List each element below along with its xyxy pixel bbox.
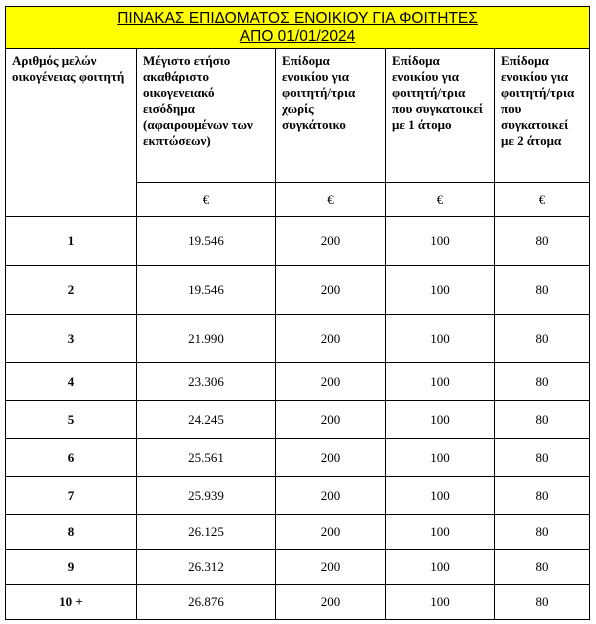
cell-allowance-with-1: 100	[386, 585, 495, 620]
cell-max-income: 25.561	[137, 439, 276, 477]
rent-allowance-document	[5, 6, 589, 620]
cell-allowance-with-2: 80	[495, 550, 590, 585]
cell-family-members: 1	[6, 217, 137, 266]
cell-allowance-alone: 200	[276, 363, 386, 401]
currency-alone: €	[276, 183, 386, 217]
cell-max-income: 19.546	[137, 266, 276, 315]
cell-allowance-with-1: 100	[386, 439, 495, 477]
cell-family-members: 7	[6, 477, 137, 515]
cell-allowance-with-1: 100	[386, 315, 495, 363]
table-row	[6, 401, 590, 439]
cell-allowance-with-2: 80	[495, 401, 590, 439]
cell-allowance-with-2: 80	[495, 515, 590, 550]
table-row	[6, 585, 590, 620]
cell-allowance-with-1: 100	[386, 477, 495, 515]
cell-family-members: 4	[6, 363, 137, 401]
cell-allowance-with-2: 80	[495, 585, 590, 620]
cell-allowance-with-1: 100	[386, 515, 495, 550]
cell-allowance-alone: 200	[276, 477, 386, 515]
table-row	[6, 315, 590, 363]
cell-max-income: 25.939	[137, 477, 276, 515]
cell-family-members: 2	[6, 266, 137, 315]
table-row	[6, 439, 590, 477]
title-line-2: ΑΠΟ 01/01/2024	[239, 27, 356, 45]
table-row	[6, 477, 590, 515]
table-title	[6, 7, 590, 49]
cell-max-income: 21.990	[137, 315, 276, 363]
cell-allowance-with-1: 100	[386, 363, 495, 401]
cell-family-members: 10 +	[6, 585, 137, 620]
cell-allowance-with-1: 100	[386, 401, 495, 439]
cell-allowance-with-1: 100	[386, 266, 495, 315]
cell-family-members: 9	[6, 550, 137, 585]
cell-allowance-alone: 200	[276, 515, 386, 550]
cell-allowance-alone: 200	[276, 585, 386, 620]
cell-allowance-with-2: 80	[495, 363, 590, 401]
table-row	[6, 266, 590, 315]
cell-max-income: 24.245	[137, 401, 276, 439]
header-allowance-with-1: Επίδομα ενοικίου για φοιτητή/τρια που συγκατοικεί με 1 άτομο	[386, 49, 495, 183]
cell-max-income: 23.306	[137, 363, 276, 401]
header-family-members: Αριθμός μελών οικογένειας φοιτητή	[6, 49, 137, 217]
table-row	[6, 363, 590, 401]
currency-income: €	[137, 183, 276, 217]
currency-with-1: €	[386, 183, 495, 217]
cell-allowance-alone: 200	[276, 550, 386, 585]
header-allowance-with-2: Επίδομα ενοικίου για φοιτητή/τρια που συγκατοικεί με 2 άτομα	[495, 49, 590, 183]
cell-allowance-alone: 200	[276, 315, 386, 363]
cell-allowance-with-1: 100	[386, 550, 495, 585]
cell-allowance-alone: 200	[276, 439, 386, 477]
cell-family-members: 8	[6, 515, 137, 550]
cell-family-members: 5	[6, 401, 137, 439]
header-max-income: Μέγιστο ετήσιο ακαθάριστο οικογενειακό εισόδημα (αφαιρουμένων των εκπτώσεων)	[137, 49, 276, 183]
cell-family-members: 6	[6, 439, 137, 477]
table-row	[6, 515, 590, 550]
cell-max-income: 26.125	[137, 515, 276, 550]
header-allowance-alone: Επίδομα ενοικίου για φοιτητή/τρια χωρίς συγκάτοικο	[276, 49, 386, 183]
cell-family-members: 3	[6, 315, 137, 363]
cell-max-income: 26.876	[137, 585, 276, 620]
cell-allowance-with-2: 80	[495, 217, 590, 266]
cell-allowance-with-2: 80	[495, 439, 590, 477]
rent-allowance-table	[5, 6, 590, 620]
table-row	[6, 550, 590, 585]
cell-allowance-with-2: 80	[495, 266, 590, 315]
cell-allowance-alone: 200	[276, 401, 386, 439]
cell-allowance-with-2: 80	[495, 315, 590, 363]
cell-allowance-alone: 200	[276, 217, 386, 266]
cell-max-income: 26.312	[137, 550, 276, 585]
cell-allowance-alone: 200	[276, 266, 386, 315]
currency-with-2: €	[495, 183, 590, 217]
table-row	[6, 217, 590, 266]
cell-allowance-with-2: 80	[495, 477, 590, 515]
cell-max-income: 19.546	[137, 217, 276, 266]
title-line-1: ΠΙΝΑΚΑΣ ΕΠΙΔΟΜΑΤΟΣ ΕΝΟΙΚΙΟΥ ΓΙΑ ΦΟΙΤΗΤΕΣ	[117, 9, 478, 27]
cell-allowance-with-1: 100	[386, 217, 495, 266]
